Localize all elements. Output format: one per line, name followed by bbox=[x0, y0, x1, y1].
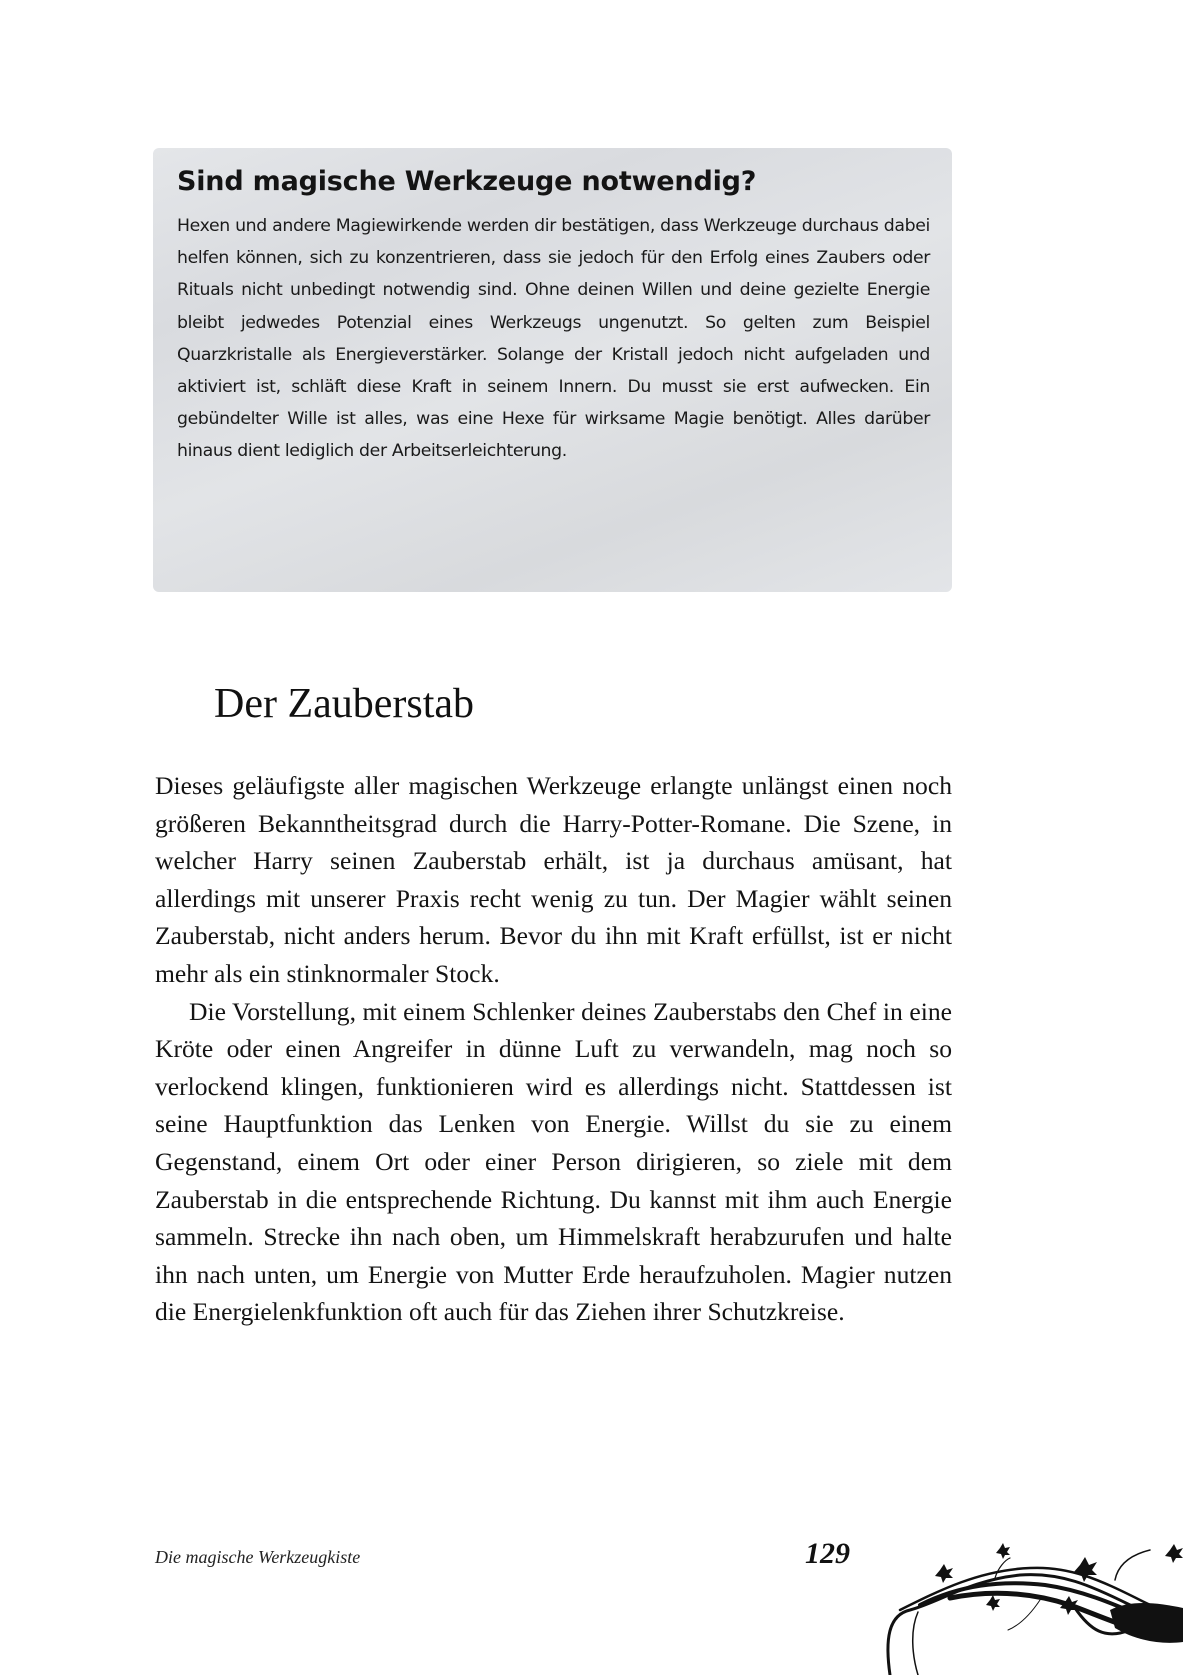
page-number: 129 bbox=[805, 1537, 850, 1570]
running-footer-title: Die magische Werkzeugkiste bbox=[155, 1547, 361, 1567]
info-box bbox=[153, 148, 952, 592]
body-text bbox=[155, 767, 952, 1331]
section-heading: Der Zauberstab bbox=[214, 681, 475, 727]
info-box-text: Hexen und andere Magiewirkende werden dir bestätigen, dass Werkzeuge durchaus dabei helfen können, sich zu konzentrieren, dass sie jedoch für den Erfolg eines Zaubers oder Rituals nicht unbedingt notwendig sind. Ohne deinen Willen und deine gezielte Energie bleibt jedwedes Potenzial eines Werkzeugs ungenutzt. So gelten zum Beispiel Quarzkristalle als Energieverstärker. Solange der Kristall jedoch nicht aufgeladen und aktiviert ist, schläft diese Kraft in seinem Innern. Du musst sie erst aufwecken. Ein gebündelter Wille ist alles, was eine Hexe für wirksame Magie benötigt. Alles darüber hinaus dient lediglich der Arbeitserleichterung. bbox=[177, 216, 930, 462]
paragraph: Dieses geläufigste aller magischen Werkzeuge erlangte unlängst einen noch größeren Bekanntheitsgrad durch die Harry-Potter-Romane. Die Szene, in welcher Harry seinen Zauberstab erhält, ist ja durchaus amüsant, hat allerdings mit unserer Praxis recht wenig zu tun. Der Magier wählt seinen Zauberstab, nicht anders herum. Bevor du ihn mit Kraft erfüllst, ist er nicht mehr als ein stinknormaler Stock. bbox=[155, 771, 952, 988]
info-box-title: Sind magische Werkzeuge notwendig? bbox=[177, 166, 757, 197]
paragraph: Die Vorstellung, mit einem Schlenker deines Zauberstabs den Chef in eine Kröte oder einen Angreifer in dünne Luft zu verwandeln, mag noch so verlockend klingen, funktionieren wird es allerdings nicht. Stattdessen ist seine Hauptfunktion das Lenken von Energie. Willst du sie zu einem Gegenstand, einem Ort oder einer Person dirigieren, so ziele mit dem Zauberstab in die entsprechende Richtung. Du kannst mit ihm auch Energie sammeln. Strecke ihn nach oben, um Himmelskraft herabzurufen und halte ihn nach unten, um Energie von Mutter Erde heraufzuholen. Magier nutzen die Energielenkfunktion oft auch für das Ziehen ihrer Schutzkreise. bbox=[155, 996, 952, 1327]
vine-ornament-icon bbox=[880, 1530, 1183, 1675]
